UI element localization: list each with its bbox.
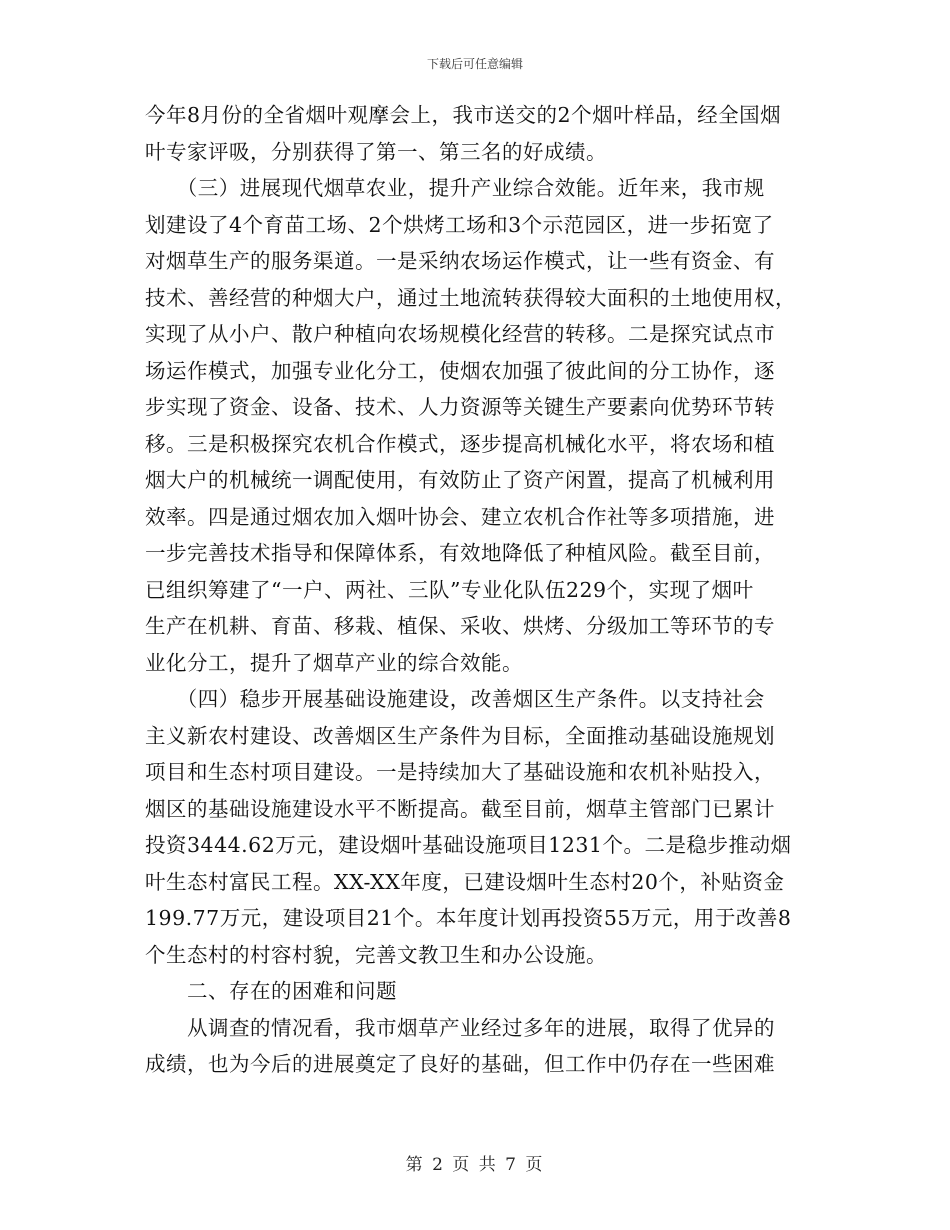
text-line: 烟区的基础设施建设水平不断提高。截至目前，烟草主管部门已累计 — [145, 796, 775, 821]
text-line: 今年8月份的全省烟叶观摩会上，我市送交的2个烟叶样品，经全国烟 — [145, 103, 782, 127]
text-line: 投资3444.62万元，建设烟叶基础设施项目1231个。二是稳步推动烟 — [145, 833, 792, 857]
text-line: 叶生态村富民工程。XX-XX年度，已建设烟叶生态村20个，补贴资金 — [145, 869, 785, 894]
text-line: 已组织筹建了“一户、两社、三队”专业化队伍229个，实现了烟叶 — [145, 577, 754, 602]
text-line: 成绩，也为今后的进展奠定了良好的基础，但工作中仍存在一些困难 — [145, 1052, 775, 1076]
text-line: 对烟草生产的服务渠道。一是采纳农场运作模式，让一些有资金、有 — [145, 249, 775, 273]
text-line: 一步完善技术指导和保障体系，有效地降低了种植风险。截至目前， — [145, 541, 775, 565]
text-line: 技术、善经营的种烟大户，通过土地流转获得较大面积的土地使用权， — [145, 285, 796, 310]
text-line: （四）稳步开展基础设施建设，改善烟区生产条件。以支持社会 — [145, 687, 765, 711]
text-line: 叶专家评吸，分别获得了第一、第三名的好成绩。 — [145, 139, 607, 164]
text-line: （三）进展现代烟草农业，提升产业综合效能。近年来，我市规 — [145, 176, 765, 200]
document-body — [145, 97, 805, 1083]
page-header: 下载后可任意编辑 — [426, 57, 523, 71]
text-line: 从调查的情况看，我市烟草产业经过多年的进展，取得了优异的 — [145, 1015, 775, 1040]
text-line: 实现了从小户、散户种植向农场规模化经营的转移。二是探究试点市 — [145, 322, 775, 346]
text-line: 步实现了资金、设备、技术、人力资源等关键生产要素向优势环节转 — [145, 395, 775, 419]
text-line: 效率。四是通过烟农加入烟叶协会、建立农机合作社等多项措施，进 — [145, 504, 775, 529]
text-line: 主义新农村建设、改善烟区生产条件为目标，全面推动基础设施规划 — [145, 723, 775, 748]
page-footer: 第 2 页 共 7 页 — [405, 1155, 545, 1175]
text-line: 移。三是积极探究农机合作模式，逐步提高机械化水平，将农场和植 — [145, 431, 775, 456]
text-line: 场运作模式，加强专业化分工，使烟农加强了彼此间的分工协作，逐 — [145, 358, 775, 383]
text-line: 烟大户的机械统一调配使用，有效防止了资产闲置，提高了机械利用 — [145, 468, 775, 492]
text-line: 生产在机耕、育苗、移栽、植保、采收、烘烤、分级加工等环节的专 — [145, 614, 775, 638]
text-line: 划建设了4个育苗工场、2个烘烤工场和3个示范园区，进一步拓宽了 — [145, 212, 774, 237]
text-line: 个生态村的村容村貌，完善文教卫生和办公设施。 — [145, 942, 607, 967]
text-line: 199.77万元，建设项目21个。本年度计划再投资55万元，用于改善8 — [145, 906, 792, 930]
text-line: 项目和生态村项目建设。一是持续加大了基础设施和农机补贴投入， — [145, 760, 775, 784]
section-heading: 二、存在的困难和问题 — [145, 979, 397, 1003]
text-line: 业化分工，提升了烟草产业的综合效能。 — [145, 650, 523, 675]
